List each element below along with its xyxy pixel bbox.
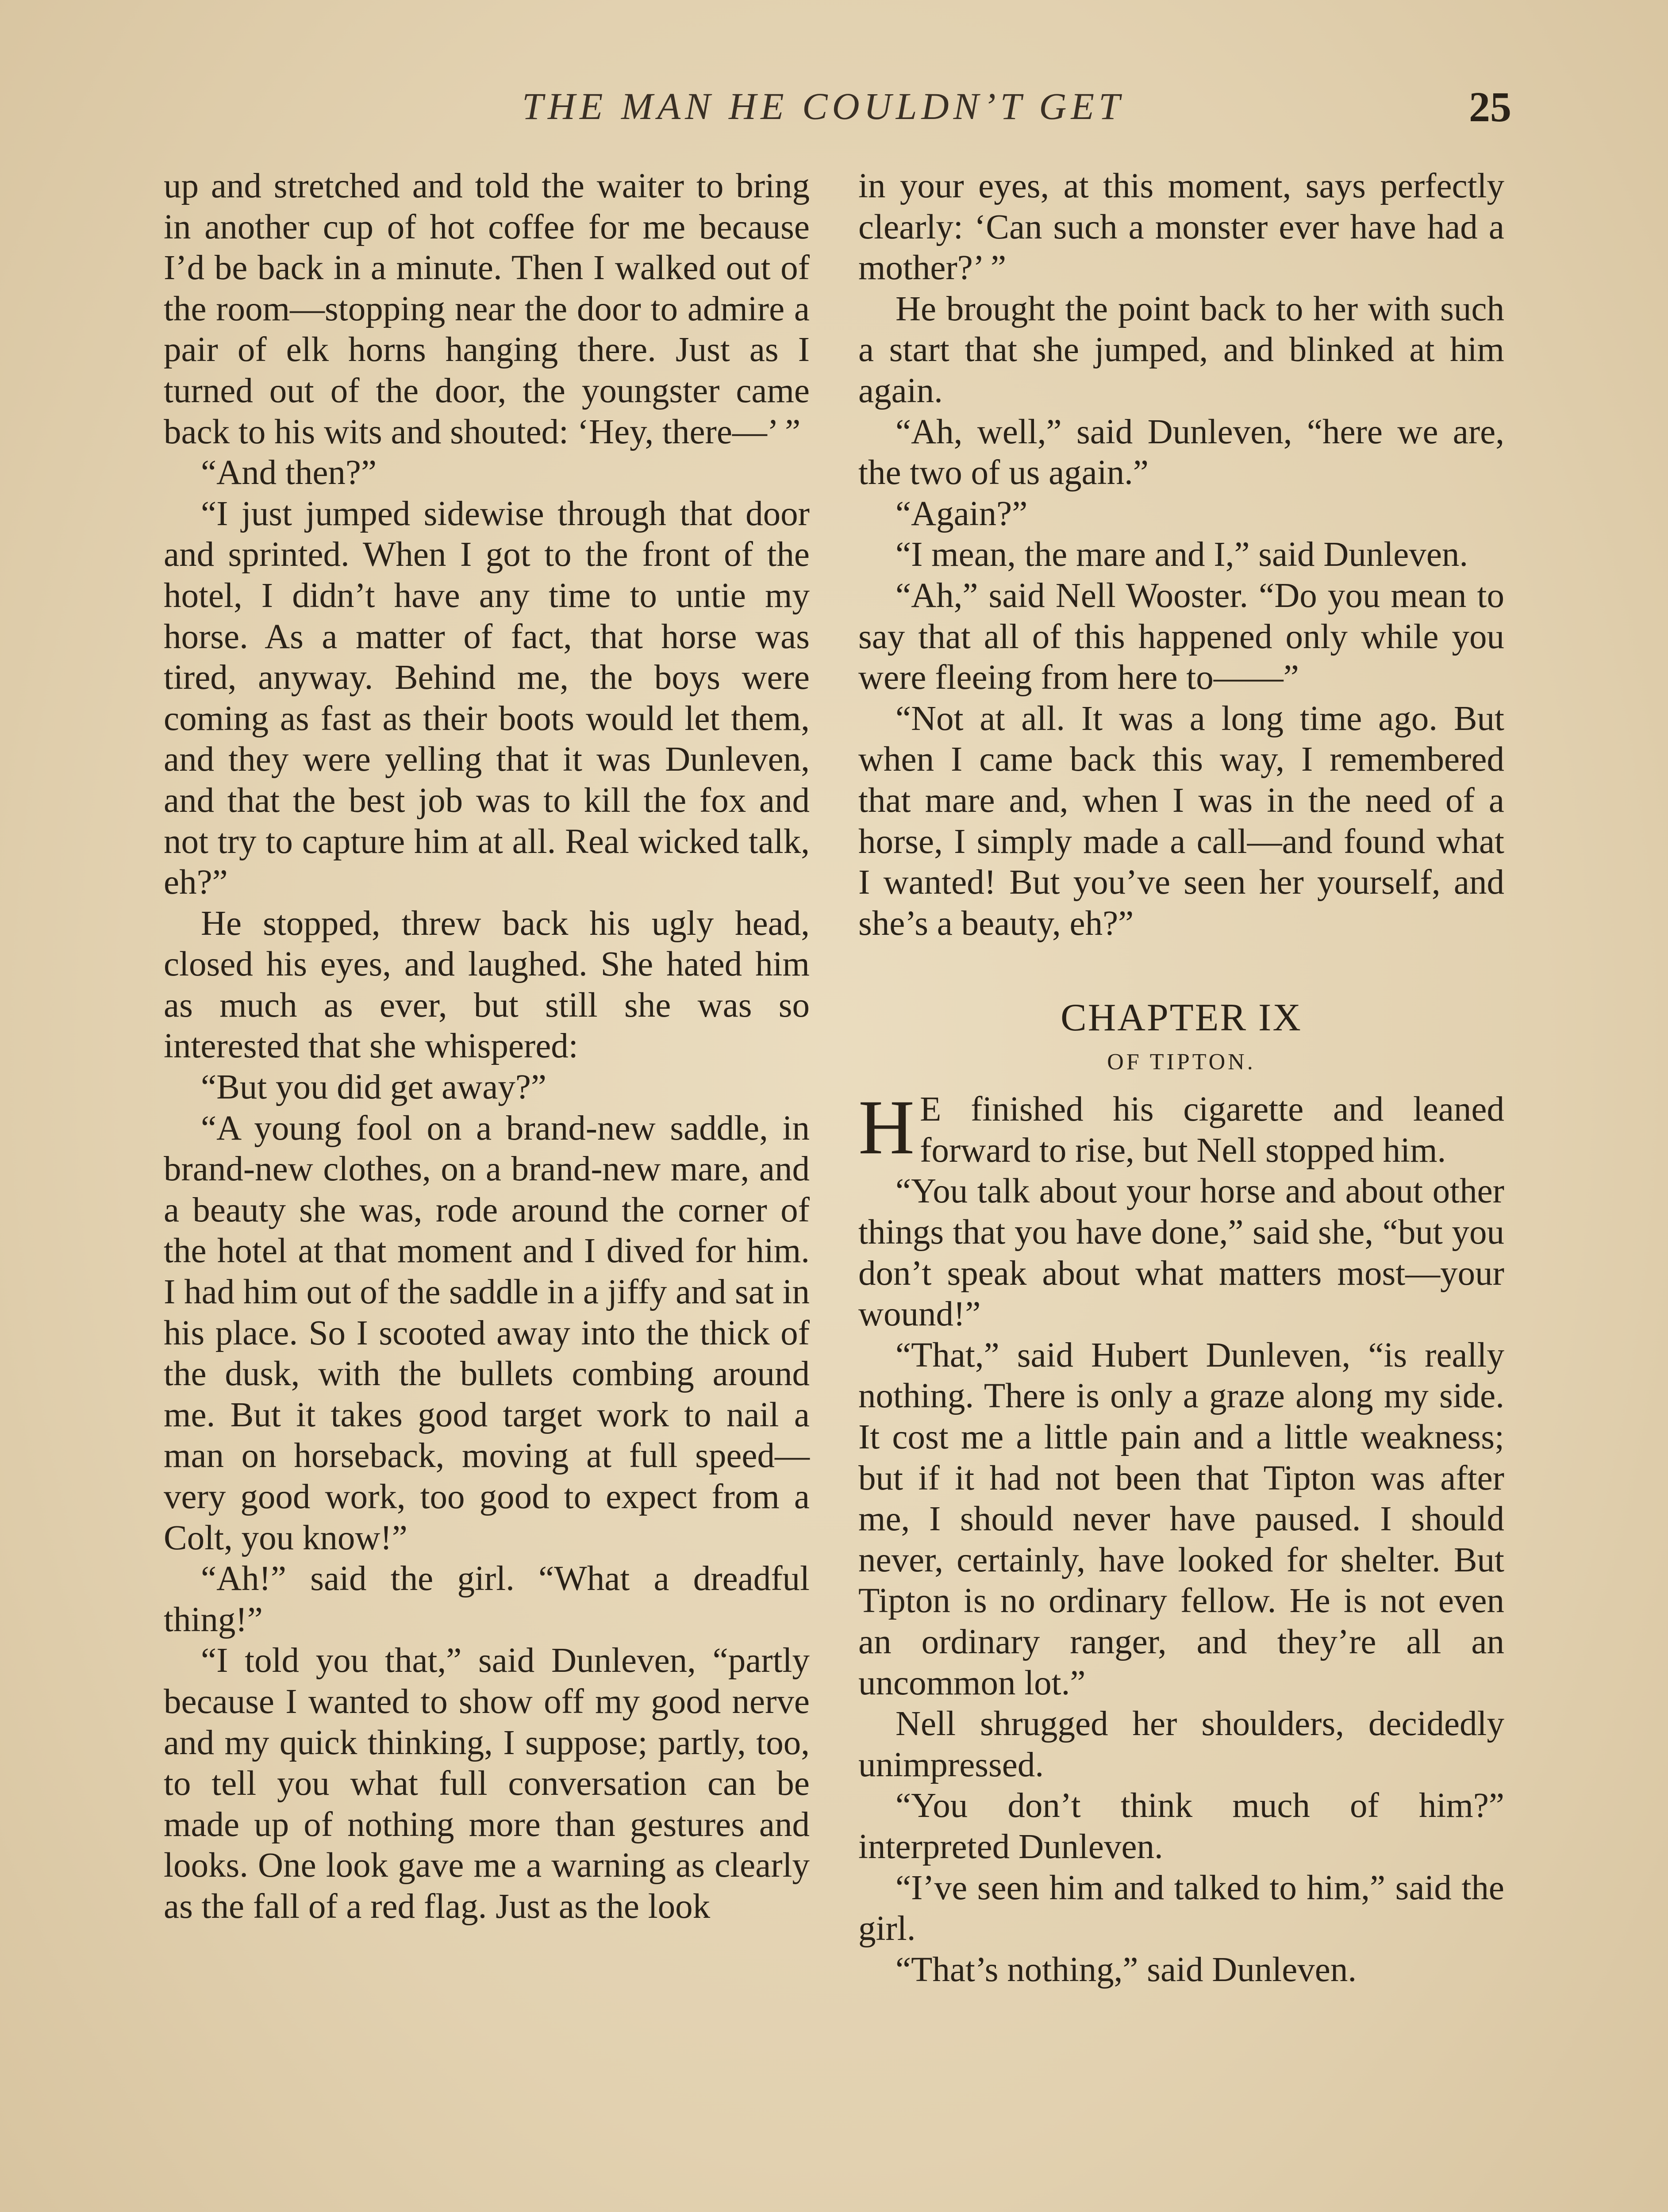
right-column [858, 166, 1504, 1990]
paragraph: “I just jumped sidewise through that door and sprinted. When I got to the front of the hotel, I didn’t have any time to untie my horse. As a matter of fact, that horse was tired, anyway. Behind me, the boys were coming as fast as their boots would let them, and they were yelling that it was Dunleven, and that the best job was to kill the fox and not try to capture him at all. Real wicked talk, eh?” [164, 494, 810, 902]
paragraph: Nell shrugged her shoulders, decidedly unimpressed. [858, 1705, 1504, 1784]
paragraph: “Again?” [895, 494, 1028, 533]
paragraph: in your eyes, at this moment, says perfectly clearly: ‘Can such a monster ever have had a mother?’ ” [858, 167, 1504, 288]
drop-cap: H [858, 1084, 915, 1171]
paragraph: “That,” said Hubert Dunleven, “is really nothing. There is only a graze along my side. It cost me a little pain and a little weakness; but if it had not been that Tipton was after me, I should never have paused. I should never, certainly, have looked for shelter. But Tipton is no ordinary fellow. He is not even an ordinary ranger, and they’re all an uncommon lot.” [858, 1336, 1504, 1702]
paragraph: “That’s nothing,” said Dunleven. [895, 1950, 1357, 1989]
paragraph: up and stretched and told the waiter to bring in another cup of hot coffee for me because I’d be back in a minute. Then I walked out of the room—stopping near the door to admire a pair of elk horns hanging there. Just as I turned out of the door, the youngster came back to his wits and shouted: ‘Hey, there—’ ” [164, 167, 810, 451]
paragraph: “You talk about your horse and about other things that you have done,” said she, “but you don’t speak about what matters most—your wound!” [858, 1172, 1504, 1334]
paragraph: He stopped, threw back his ugly head, closed his eyes, and laughed. She hated him as much as ever, but still she was so interested that she whispered: [164, 904, 810, 1066]
paragraph: “A young fool on a brand-new saddle, in brand-new clothes, on a brand-new mare, and a beauty she was, rode around the corner of the hotel at that moment and I dived for him. I had him out of the saddle in a jiffy and sat in his place. So I scooted away into the thick of the dusk, with the bullets combing around me. But it takes good target work to nail a man on horseback, moving at full speed—very good work, too good to expect from a Colt, you know!” [164, 1109, 810, 1557]
paragraph: “But you did get away?” [201, 1068, 546, 1107]
chapter-heading: CHAPTER IX [1061, 996, 1302, 1040]
paragraph: “And then?” [201, 453, 377, 492]
page-number: 25 [1469, 83, 1511, 131]
chapter-opening-paragraph [858, 1084, 1504, 1171]
paragraph: “Ah!” said the girl. “What a dreadful thing!” [164, 1559, 810, 1639]
paragraph: “I’ve seen him and talked to him,” said the girl. [858, 1868, 1504, 1948]
paragraph: “I told you that,” said Dunleven, “partly because I wanted to show off my good nerve and my quick thinking, I suppose; partly, too, to tell you what full conversation can be made up of nothing more than gestures and looks. One look gave me a warning as clearly as the fall of a red flag. Just as the look [164, 1641, 810, 1926]
left-column [164, 166, 810, 1928]
page-header [0, 84, 1668, 133]
chapter-subtitle: OF TIPTON. [1107, 1049, 1256, 1075]
paragraph: “Not at all. It was a long time ago. But when I came back this way, I remembered that mare and, when I was in the need of a horse, I simply made a call—and found what I wanted! But you’ve seen her yourself, and she’s a beauty, eh?” [858, 699, 1504, 943]
paragraph: “Ah, well,” said Dunleven, “here we are, the two of us again.” [858, 412, 1504, 492]
opening-text: E finished his cigarette and leaned forward to rise, but Nell stopped him. [920, 1090, 1504, 1170]
paragraph: “I mean, the mare and I,” said Dunleven. [895, 535, 1468, 574]
running-title: THE MAN HE COULDN’T GET [522, 85, 1124, 127]
paragraph: He brought the point back to her with such a start that she jumped, and blinked at him again. [858, 289, 1504, 410]
paragraph: “You don’t think much of him?” interpreted Dunleven. [858, 1786, 1504, 1866]
paragraph: “Ah,” said Nell Wooster. “Do you mean to say that all of this happened only while you were fleeing from here to——” [858, 576, 1504, 697]
